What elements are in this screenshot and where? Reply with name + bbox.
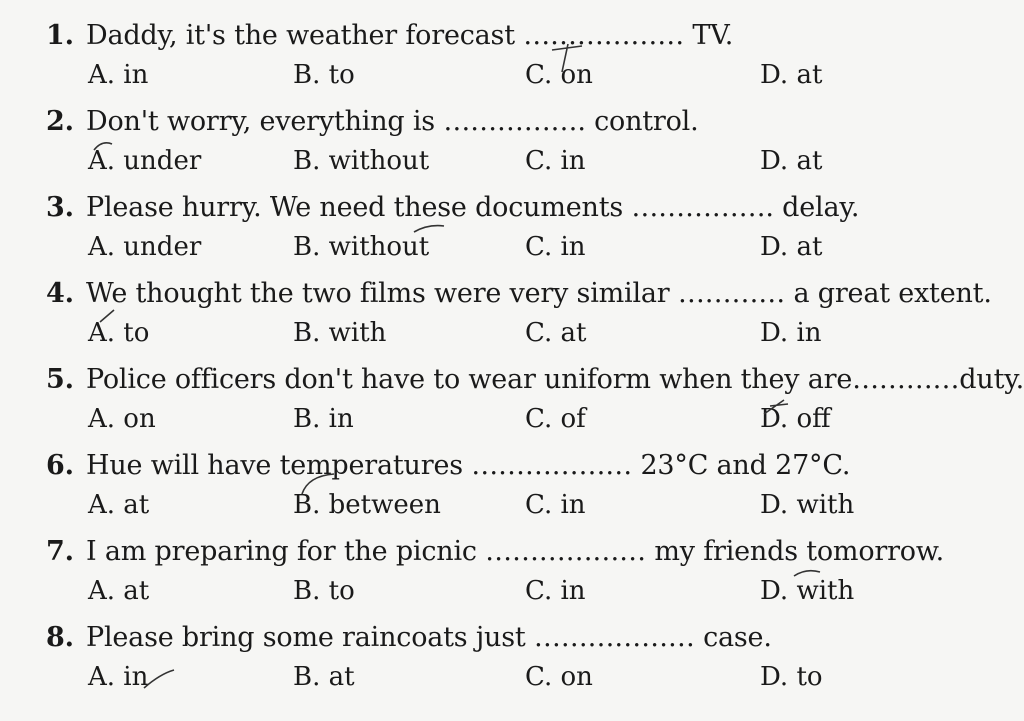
option-d[interactable]: D. with	[760, 490, 855, 520]
option-a[interactable]: A. to	[88, 318, 150, 348]
option-a[interactable]: A. on	[88, 404, 156, 434]
pencil-tick-mark	[760, 396, 794, 418]
question-3	[46, 192, 859, 223]
question-text: I am preparing for the picnic ……………… my friends tomorrow.	[86, 536, 944, 567]
option-b[interactable]: B. in	[293, 404, 354, 434]
option-b[interactable]: B. at	[293, 662, 355, 692]
option-c[interactable]: C. in	[525, 146, 586, 176]
pencil-tick-mark	[96, 306, 122, 326]
question-text: Hue will have temperatures ……………… 23°C and 27°C.	[86, 450, 851, 481]
options-7	[0, 576, 1024, 612]
options-3	[0, 232, 1024, 268]
question-1	[46, 20, 733, 51]
question-text: Please hurry. We need these documents ……………. delay.	[86, 192, 860, 223]
question-7	[46, 536, 944, 567]
option-b[interactable]: B. between	[293, 490, 441, 520]
option-a[interactable]: A. in	[88, 60, 149, 90]
options-6	[0, 490, 1024, 526]
option-a[interactable]: A. under	[88, 232, 202, 262]
pencil-tick-mark	[90, 138, 120, 154]
question-number: 2.	[46, 106, 74, 137]
question-number: 6.	[46, 450, 74, 481]
options-4	[0, 318, 1024, 354]
option-a[interactable]: A. under	[88, 146, 202, 176]
option-c[interactable]: C. of	[525, 404, 586, 434]
question-8	[46, 622, 772, 653]
option-d[interactable]: D. in	[760, 318, 822, 348]
option-c[interactable]: C. in	[525, 576, 586, 606]
question-2	[46, 106, 699, 137]
option-c[interactable]: C. on	[525, 662, 593, 692]
pencil-tick-mark	[296, 470, 340, 500]
question-number: 5.	[46, 364, 74, 395]
question-text: We thought the two films were very similar ………… a great extent.	[86, 278, 992, 309]
pencil-tick-mark	[140, 666, 180, 692]
option-b[interactable]: B. with	[293, 318, 387, 348]
option-d[interactable]: D. with	[760, 576, 855, 606]
question-number: 3.	[46, 192, 74, 223]
option-d[interactable]: D. at	[760, 232, 823, 262]
option-c[interactable]: C. on	[525, 60, 593, 90]
option-a[interactable]: A. at	[88, 576, 150, 606]
option-b[interactable]: B. to	[293, 576, 355, 606]
pencil-tick-mark	[790, 566, 826, 580]
question-number: 1.	[46, 20, 74, 51]
options-1	[0, 60, 1024, 96]
option-c[interactable]: C. in	[525, 490, 586, 520]
pencil-tick-mark	[410, 222, 450, 236]
question-text: Police officers don't have to wear uniform when they are…………duty.	[86, 364, 1024, 395]
question-number: 8.	[46, 622, 74, 653]
options-5	[0, 404, 1024, 440]
question-5	[46, 364, 1024, 395]
option-c[interactable]: C. in	[525, 232, 586, 262]
pencil-tick-mark	[548, 40, 588, 76]
question-6	[46, 450, 850, 481]
option-c[interactable]: C. at	[525, 318, 587, 348]
option-b[interactable]: B. without	[293, 146, 430, 176]
question-text: Daddy, it's the weather forecast ……………… TV.	[86, 20, 734, 51]
option-d[interactable]: D. at	[760, 60, 823, 90]
option-a[interactable]: A. in	[88, 662, 149, 692]
option-a[interactable]: A. at	[88, 490, 150, 520]
option-d[interactable]: D. at	[760, 146, 823, 176]
question-text: Please bring some raincoats just ……………… case.	[86, 622, 772, 653]
question-4	[46, 278, 992, 309]
question-number: 7.	[46, 536, 74, 567]
option-b[interactable]: B. to	[293, 60, 355, 90]
option-d[interactable]: D. to	[760, 662, 823, 692]
question-text: Don't worry, everything is ……………. control.	[86, 106, 699, 137]
option-d[interactable]: D. off	[760, 404, 831, 434]
options-2	[0, 146, 1024, 182]
question-number: 4.	[46, 278, 74, 309]
option-b[interactable]: B. without	[293, 232, 430, 262]
